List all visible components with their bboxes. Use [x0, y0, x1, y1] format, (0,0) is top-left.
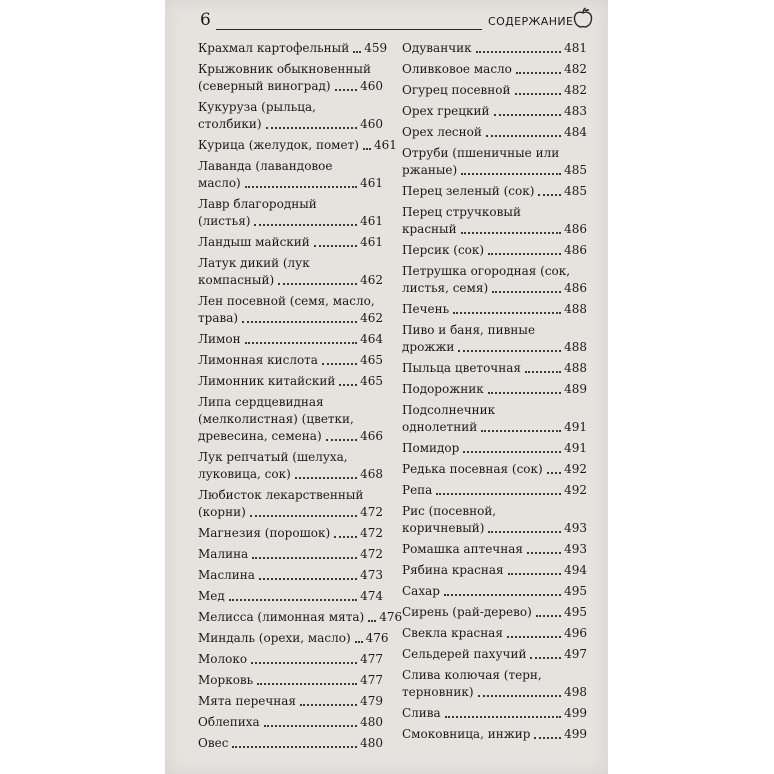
entry-page-number: 472 [360, 505, 383, 519]
entry-title-line: Липа сердцевидная [198, 395, 324, 409]
contents-entry [402, 40, 587, 57]
entry-title-line: Перец зеленый (сок) [402, 184, 535, 198]
entry-last-line [198, 714, 383, 731]
entry-last-line [402, 40, 587, 57]
entry-last-line [198, 609, 403, 626]
contents-entry [402, 541, 587, 558]
contents-entry [198, 158, 383, 192]
entry-last-line [402, 124, 587, 141]
entry-title-line: Ландыш майский [198, 235, 310, 249]
entry-title-line: Малина [198, 547, 249, 561]
entry-page-number: 486 [564, 243, 587, 257]
entry-last-line [402, 360, 587, 377]
contents-entry [402, 625, 587, 642]
dot-leader [251, 662, 357, 664]
entry-page-number: 486 [564, 222, 587, 236]
entry-title-line: Мелисса (лимонная мята) [198, 610, 365, 624]
contents-entry [402, 562, 587, 579]
entry-page-number: 491 [564, 441, 587, 455]
dot-leader [334, 536, 357, 538]
entry-page-number: 493 [564, 521, 587, 535]
entry-title-line: ржаные) [402, 163, 458, 177]
contents-right-column [402, 40, 587, 747]
entry-title-line: Огурец посевной [402, 83, 511, 97]
entry-page-number: 474 [360, 589, 383, 603]
entry-title-line: Крахмал картофельный [198, 41, 350, 55]
dot-leader [300, 704, 357, 706]
entry-title-line: Пыльца цветочная [402, 361, 521, 375]
entry-title-line: однолетний [402, 420, 478, 434]
dot-leader [476, 51, 561, 53]
entry-title-line: Оливковое масло [402, 62, 512, 76]
dot-leader [335, 89, 358, 91]
entry-last-line [198, 78, 383, 95]
contents-entry [198, 487, 383, 521]
entry-title-line: Лен посевной (семя, масло, [198, 294, 375, 308]
dot-leader [436, 493, 561, 495]
entry-page-number: 482 [564, 83, 587, 97]
dot-leader [264, 725, 357, 727]
entry-last-line [402, 726, 587, 743]
entry-title-line: Морковь [198, 673, 254, 687]
entry-last-line [198, 116, 383, 133]
entry-page-number: 461 [373, 138, 397, 152]
dot-leader [516, 72, 561, 74]
contents-entry [198, 735, 383, 752]
entry-last-line [402, 339, 587, 356]
entry-page-number: 489 [564, 382, 587, 396]
entry-page-number: 488 [564, 340, 587, 354]
entry-last-line [198, 40, 388, 57]
entry-page-number: 497 [564, 647, 587, 661]
entry-page-number: 496 [564, 626, 587, 640]
dot-leader [478, 695, 562, 697]
entry-title-line: столбики) [198, 117, 262, 131]
entry-title-line: Маслина [198, 568, 255, 582]
entry-last-line [198, 175, 383, 192]
entry-title-line: (северный виноград) [198, 79, 331, 93]
contents-entry [198, 525, 383, 542]
entry-title-line: дрожжи [402, 340, 455, 354]
contents-entry [402, 124, 587, 141]
dot-leader [488, 531, 561, 533]
dot-leader [507, 636, 561, 638]
entry-last-line [198, 588, 383, 605]
dot-leader [259, 578, 357, 580]
entry-page-number: 477 [360, 652, 383, 666]
dot-leader [339, 384, 357, 386]
apple-icon [571, 6, 595, 30]
entry-page-number: 473 [360, 568, 383, 582]
contents-entry [198, 449, 383, 483]
dot-leader [353, 51, 361, 53]
contents-entry [402, 145, 587, 179]
entry-page-number: 492 [564, 462, 587, 476]
dot-leader [486, 135, 561, 137]
entry-title-line: Слива колючая (терн, [402, 668, 542, 682]
contents-entry [198, 394, 383, 445]
entry-title-line: луковица, сок) [198, 467, 291, 481]
contents-entry [402, 646, 587, 663]
section-title: СОДЕРЖАНИЕ [488, 15, 574, 28]
entry-page-number: 480 [360, 715, 383, 729]
entry-title-line: (мелколистная) (цветки, [198, 412, 354, 426]
contents-entry [198, 693, 383, 710]
dot-leader [508, 573, 561, 575]
entry-last-line [402, 684, 587, 701]
entry-page-number: 488 [564, 302, 587, 316]
entry-page-number: 476 [379, 610, 403, 624]
entry-last-line [198, 272, 383, 289]
entry-title-line: Лаванда (лавандовое [198, 159, 333, 173]
contents-entry [402, 103, 587, 120]
entry-page-number: 488 [564, 361, 587, 375]
entry-title-line: Свекла красная [402, 626, 503, 640]
entry-title-line: Перец стручковый [402, 205, 521, 219]
dot-leader [481, 430, 561, 432]
entry-title-line: Слива [402, 706, 441, 720]
entry-page-number: 465 [360, 353, 383, 367]
contents-entry [198, 196, 383, 230]
dot-leader [458, 350, 561, 352]
entry-page-number: 477 [360, 673, 383, 687]
dot-leader [363, 148, 371, 150]
entry-title-line: Сирень (рай-дерево) [402, 605, 532, 619]
dot-leader [534, 737, 561, 739]
entry-title-line: Петрушка огородная (сок, [402, 264, 571, 278]
contents-entry [198, 609, 403, 626]
entry-title-line: Орех лесной [402, 125, 482, 139]
entry-title-line: коричневый) [402, 521, 485, 535]
contents-entry [402, 482, 587, 499]
contents-entry [198, 567, 383, 584]
entry-last-line [198, 651, 383, 668]
contents-entry [402, 667, 587, 701]
dot-leader [326, 439, 357, 441]
contents-entry [402, 301, 587, 318]
entry-title-line: Печень [402, 302, 450, 316]
entry-title-line: компасный) [198, 273, 275, 287]
contents-entry [198, 352, 383, 369]
entry-page-number: 483 [564, 104, 587, 118]
entry-last-line [198, 525, 383, 542]
entry-title-line: масло) [198, 176, 241, 190]
contents-entry [198, 588, 383, 605]
contents-entry [402, 263, 587, 297]
dot-leader [444, 594, 561, 596]
entry-last-line [198, 234, 383, 251]
entry-page-number: 480 [360, 736, 383, 750]
dot-leader [242, 321, 357, 323]
dot-leader [488, 392, 561, 394]
entry-title-line: Кукуруза (рыльца, [198, 100, 316, 114]
entry-page-number: 491 [564, 420, 587, 434]
entry-last-line [402, 646, 587, 663]
contents-entry [198, 293, 383, 327]
entry-last-line [198, 331, 383, 348]
entry-page-number: 495 [564, 605, 587, 619]
contents-entry [198, 630, 389, 647]
entry-page-number: 486 [564, 281, 587, 295]
entry-last-line [402, 103, 587, 120]
entry-page-number: 495 [564, 584, 587, 598]
entry-title-line: Пиво и баня, пивные [402, 323, 536, 337]
entry-last-line [198, 373, 383, 390]
dot-leader [314, 245, 357, 247]
entry-page-number: 464 [360, 332, 383, 346]
entry-last-line [198, 352, 383, 369]
entry-page-number: 459 [364, 41, 388, 55]
entry-last-line [402, 242, 587, 259]
dot-leader [461, 173, 561, 175]
entry-last-line [198, 693, 383, 710]
entry-page-number: 462 [360, 273, 383, 287]
entry-title-line: трава) [198, 311, 239, 325]
entry-last-line [198, 546, 383, 563]
contents-entry [402, 461, 587, 478]
entry-last-line [198, 213, 383, 230]
entry-page-number: 462 [360, 311, 383, 325]
entry-last-line [402, 604, 587, 621]
entry-last-line [402, 280, 587, 297]
entry-page-number: 461 [360, 235, 383, 249]
contents-entry [198, 331, 383, 348]
contents-entry [402, 360, 587, 377]
entry-page-number: 499 [564, 727, 587, 741]
entry-title-line: Молоко [198, 652, 248, 666]
dot-leader [461, 232, 561, 234]
dot-leader [445, 716, 561, 718]
dot-leader [232, 746, 357, 748]
dot-leader [527, 552, 561, 554]
entry-last-line [402, 625, 587, 642]
dot-leader [245, 186, 357, 188]
dot-leader [257, 683, 357, 685]
contents-entry [402, 583, 587, 600]
contents-entry [198, 546, 383, 563]
dot-leader [463, 451, 561, 453]
entry-last-line [402, 162, 587, 179]
entry-last-line [402, 82, 587, 99]
dot-leader [355, 641, 363, 643]
contents-entry [198, 373, 383, 390]
contents-entry [198, 40, 388, 57]
entry-title-line: терновник) [402, 685, 474, 699]
dot-leader [515, 93, 562, 95]
page-number: 6 [200, 10, 211, 30]
entry-last-line [198, 466, 383, 483]
entry-title-line: Крыжовник обыкновенный [198, 62, 371, 76]
dot-leader [295, 477, 357, 479]
entry-title-line: Отруби (пшеничные или [402, 146, 560, 160]
entry-title-line: (листья) [198, 214, 251, 228]
page-header [200, 10, 600, 34]
entry-page-number: 481 [564, 41, 587, 55]
entry-page-number: 484 [564, 125, 587, 139]
dot-leader [530, 657, 561, 659]
entry-page-number: 485 [564, 184, 587, 198]
entry-page-number: 465 [360, 374, 383, 388]
entry-last-line [402, 440, 587, 457]
contents-entry [198, 99, 383, 133]
entry-page-number: 460 [360, 79, 383, 93]
entry-page-number: 479 [360, 694, 383, 708]
entry-title-line: Сахар [402, 584, 440, 598]
entry-title-line: Одуванчик [402, 41, 472, 55]
entry-last-line [198, 735, 383, 752]
entry-last-line [198, 567, 383, 584]
entry-last-line [402, 419, 587, 436]
entry-title-line: Латук дикий (лук [198, 256, 310, 270]
entry-page-number: 494 [564, 563, 587, 577]
entry-page-number: 498 [564, 685, 587, 699]
entry-last-line [402, 61, 587, 78]
entry-title-line: Рябина красная [402, 563, 504, 577]
entry-title-line: Лимон [198, 332, 241, 346]
dot-leader [245, 342, 358, 344]
entry-title-line: Орех грецкий [402, 104, 490, 118]
entry-last-line [402, 301, 587, 318]
contents-entry [198, 651, 383, 668]
entry-title-line: красный [402, 222, 457, 236]
entry-last-line [402, 381, 587, 398]
dot-leader [322, 363, 357, 365]
entry-title-line: Лавр благородный [198, 197, 317, 211]
entry-page-number: 460 [360, 117, 383, 131]
entry-title-line: Репа [402, 483, 433, 497]
entry-page-number: 482 [564, 62, 587, 76]
contents-entry [402, 82, 587, 99]
entry-last-line [402, 221, 587, 238]
contents-entry [402, 604, 587, 621]
entry-last-line [402, 705, 587, 722]
dot-leader [453, 312, 561, 314]
entry-title-line: Овес [198, 736, 229, 750]
contents-entry [402, 183, 587, 200]
contents-entry [402, 440, 587, 457]
entry-title-line: Ромашка аптечная [402, 542, 523, 556]
entry-last-line [402, 482, 587, 499]
entry-title-line: Мята перечная [198, 694, 297, 708]
entry-page-number: 461 [360, 176, 383, 190]
dot-leader [252, 557, 357, 559]
entry-title-line: (корни) [198, 505, 246, 519]
dot-leader [278, 283, 357, 285]
entry-last-line [402, 562, 587, 579]
entry-title-line: Миндаль (орехи, масло) [198, 631, 351, 645]
entry-page-number: 466 [360, 429, 383, 443]
entry-last-line [198, 428, 383, 445]
dot-leader [547, 472, 561, 474]
contents-entry [402, 503, 587, 537]
contents-entry [402, 381, 587, 398]
entry-title-line: Мед [198, 589, 225, 603]
contents-entry [402, 705, 587, 722]
dot-leader [538, 194, 561, 196]
entry-title-line: Помидор [402, 441, 460, 455]
entry-page-number: 492 [564, 483, 587, 497]
entry-page-number: 499 [564, 706, 587, 720]
entry-title-line: Лук репчатый (шелуха, [198, 450, 348, 464]
entry-page-number: 476 [365, 631, 389, 645]
entry-title-line: древесина, семена) [198, 429, 322, 443]
contents-entry [402, 61, 587, 78]
entry-last-line [198, 672, 383, 689]
entry-last-line [198, 504, 383, 521]
entry-title-line: Курица (желудок, помет) [198, 138, 359, 152]
dot-leader [488, 253, 561, 255]
entry-last-line [198, 137, 397, 154]
contents-entry [198, 672, 383, 689]
entry-page-number: 472 [360, 547, 383, 561]
entry-page-number: 461 [360, 214, 383, 228]
dot-leader [494, 114, 562, 116]
contents-entry [198, 234, 383, 251]
entry-title-line: листья, семя) [402, 281, 489, 295]
dot-leader [525, 371, 561, 373]
contents-entry [402, 726, 587, 743]
entry-page-number: 472 [360, 526, 383, 540]
entry-last-line [402, 583, 587, 600]
entry-title-line: Лимонник китайский [198, 374, 336, 388]
entry-title-line: Подорожник [402, 382, 484, 396]
entry-title-line: Облепиха [198, 715, 260, 729]
entry-page-number: 493 [564, 542, 587, 556]
entry-title-line: Подсолнечник [402, 403, 496, 417]
entry-title-line: Сельдерей пахучий [402, 647, 527, 661]
entry-last-line [198, 310, 383, 327]
contents-entry [402, 242, 587, 259]
entry-title-line: Магнезия (порошок) [198, 526, 331, 540]
contents-entry [198, 714, 383, 731]
dot-leader [229, 599, 357, 601]
contents-left-column [198, 40, 403, 756]
entry-title-line: Редька посевная (сок) [402, 462, 543, 476]
entry-page-number: 468 [360, 467, 383, 481]
entry-last-line [402, 541, 587, 558]
entry-title-line: Лимонная кислота [198, 353, 318, 367]
entry-title-line: Смоковница, инжир [402, 727, 531, 741]
entry-page-number: 485 [564, 163, 587, 177]
contents-entry [402, 322, 587, 356]
entry-last-line [198, 630, 389, 647]
contents-entry [402, 204, 587, 238]
entry-last-line [402, 183, 587, 200]
contents-entry [198, 255, 383, 289]
contents-entry [198, 137, 397, 154]
dot-leader [254, 224, 357, 226]
entry-last-line [402, 461, 587, 478]
contents-entry [198, 61, 383, 95]
dot-leader [536, 615, 561, 617]
dot-leader [266, 127, 357, 129]
dot-leader [250, 515, 357, 517]
contents-entry [402, 402, 587, 436]
dot-leader [492, 291, 561, 293]
entry-title-line: Персик (сок) [402, 243, 485, 257]
header-rule [216, 29, 482, 30]
entry-title-line: Любисток лекарственный [198, 488, 364, 502]
entry-last-line [402, 520, 587, 537]
dot-leader [368, 620, 376, 622]
entry-title-line: Рис (посевной, [402, 504, 497, 518]
